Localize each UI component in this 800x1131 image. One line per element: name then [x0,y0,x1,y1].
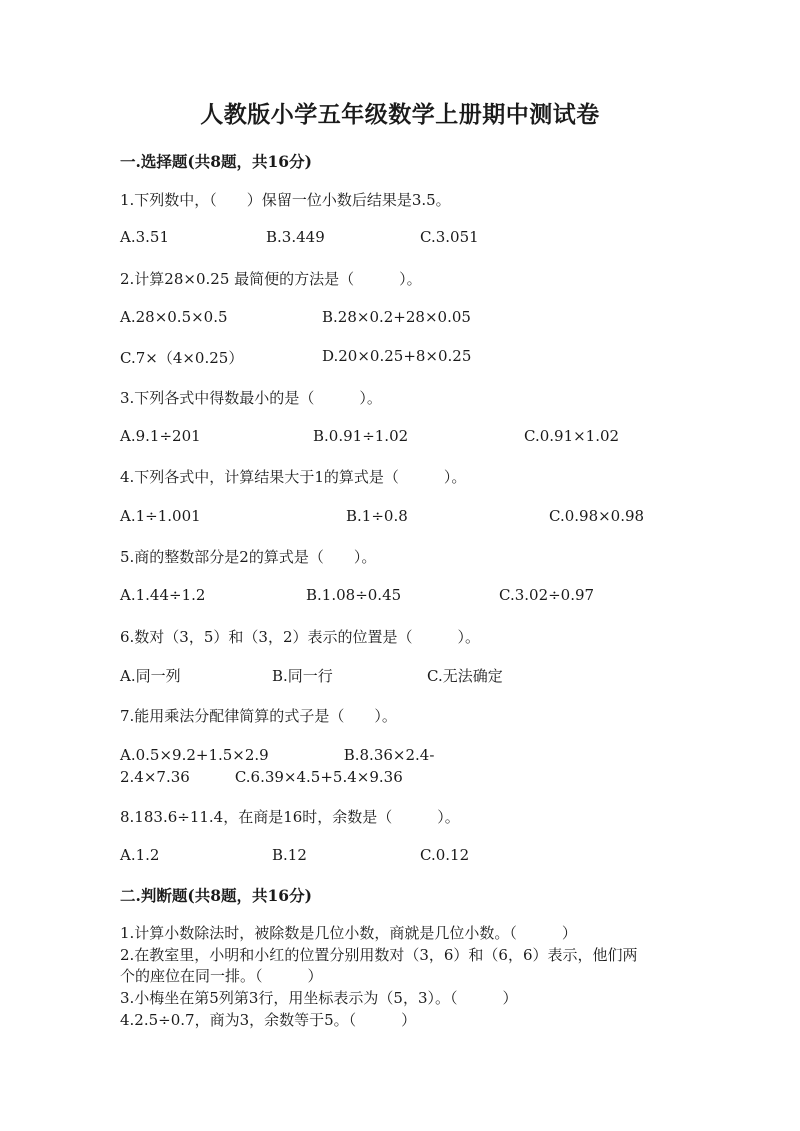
question-options-line: 2.4×7.36 C.6.39×4.5+5.4×9.36 [120,768,403,786]
question-stem: 5.商的整数部分是2的算式是（ ）。 [120,548,377,566]
question-stem: 1.下列数中，（ ）保留一位小数后结果是3.5。 [120,191,451,209]
judgement-item: 1.计算小数除法时，被除数是几位小数，商就是几位小数。（ ） [120,924,577,942]
judgement-item: 3.小梅坐在第5列第3行，用坐标表示为（5，3）。（ ） [120,989,518,1007]
question-option: B.1÷0.8 [346,507,408,525]
question-options-line: A.0.5×9.2+1.5×2.9 B.8.36×2.4- [120,746,435,764]
question-stem: 7.能用乘法分配律简算的式子是（ ）。 [120,707,397,725]
question-option: C.3.051 [420,228,479,246]
question-option: A.1.2 [120,846,160,864]
question-stem: 2.计算28×0.25 最简便的方法是（ ）。 [120,270,422,288]
question-option: C.7×（4×0.25） [120,349,244,367]
question-stem: 3.下列各式中得数最小的是（ ）。 [120,389,382,407]
question-option: A.28×0.5×0.5 [120,308,228,326]
exam-title: 人教版小学五年级数学上册期中测试卷 [200,101,600,128]
question-option: D.20×0.25+8×0.25 [322,347,472,365]
question-option: A.1.44÷1.2 [120,586,206,604]
question-option: B.28×0.2+28×0.05 [322,308,471,326]
question-stem: 8.183.6÷11.4，在商是16时，余数是（ ）。 [120,808,460,826]
question-option: B.同一行 [272,667,333,685]
question-option: C.0.91×1.02 [524,427,620,445]
question-option: B.3.449 [266,228,325,246]
question-option: C.0.98×0.98 [549,507,645,525]
question-option: B.1.08÷0.45 [306,586,402,604]
question-option: C.0.12 [420,846,470,864]
judgement-item: 2.在教室里，小明和小红的位置分别用数对（3，6）和（6，6）表示，他们两 [120,946,638,964]
question-option: C.无法确定 [427,667,503,685]
question-stem: 6.数对（3，5）和（3，2）表示的位置是（ ）。 [120,628,480,646]
question-option: B.12 [272,846,307,864]
judgement-item: 4.2.5÷0.7，商为3，余数等于5。（ ） [120,1011,417,1029]
question-option: B.0.91÷1.02 [313,427,409,445]
question-option: A.同一列 [120,667,181,685]
question-option: A.1÷1.001 [120,507,201,525]
section-heading-true-false: 二.判断题(共8题，共16分) [120,886,312,905]
question-option: C.3.02÷0.97 [499,586,595,604]
question-stem: 4.下列各式中，计算结果大于1的算式是（ ）。 [120,468,467,486]
question-option: A.3.51 [120,228,169,246]
question-option: A.9.1÷201 [120,427,201,445]
section-heading-multiple-choice: 一.选择题(共8题，共16分) [120,152,312,171]
judgement-item-continued: 个的座位在同一排。（ ） [120,967,323,985]
